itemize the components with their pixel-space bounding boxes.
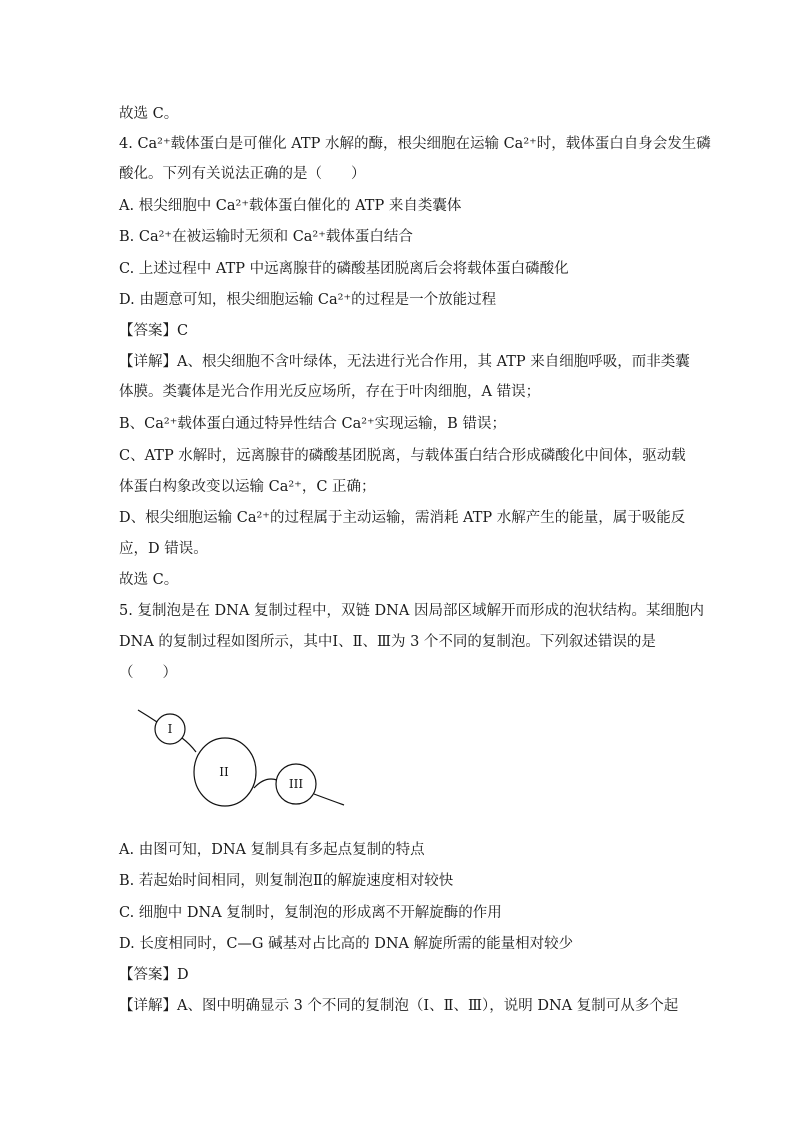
line-7: 【答案】C — [119, 323, 189, 339]
line-12: 体蛋白构象改变以运输 Ca²⁺，C 正确； — [119, 479, 376, 495]
line-20: B. 若起始时间相同，则复制泡Ⅱ的解旋速度相对较快 — [119, 873, 454, 889]
line-21: C. 细胞中 DNA 复制时，复制泡的形成离不开解旋酶的作用 — [119, 905, 502, 921]
line-14: 应，D 错误。 — [119, 541, 208, 557]
bubble-label-iii: III — [288, 777, 304, 791]
line-6: D. 由题意可知，根尖细胞运输 Ca²⁺的过程是一个放能过程 — [119, 292, 497, 308]
line-15: 故选 C。 — [119, 572, 179, 588]
dna-strand-right — [314, 794, 344, 805]
dna-replication-bubble-figure — [130, 700, 360, 815]
line-4: B. Ca²⁺在被运输时无须和 Ca²⁺载体蛋白结合 — [119, 229, 413, 245]
dna-strand-left — [138, 710, 157, 722]
line-19: A. 由图可知，DNA 复制具有多起点复制的特点 — [119, 842, 425, 858]
dna-strand-i-ii — [182, 738, 196, 752]
line-1: 4. Ca²⁺载体蛋白是可催化 ATP 水解的酶，根尖细胞在运输 Ca²⁺时，载体蛋白自身会发生磷 — [119, 136, 711, 152]
bubble-label-ii: II — [219, 765, 229, 779]
line-5: C. 上述过程中 ATP 中远离腺苷的磷酸基团脱离后会将载体蛋白磷酸化 — [119, 261, 569, 277]
line-11: C、ATP 水解时，远离腺苷的磷酸基团脱离，与载体蛋白结合形成磷酸化中间体，驱动载 — [119, 448, 686, 464]
line-18: （ ） — [119, 665, 177, 681]
line-13: D、根尖细胞运输 Ca²⁺的过程属于主动运输，需消耗 ATP 水解产生的能量，属于吸能反 — [119, 510, 686, 526]
line-3: A. 根尖细胞中 Ca²⁺载体蛋白催化的 ATP 来自类囊体 — [119, 198, 462, 214]
line-22: D. 长度相同时，C—G 碱基对占比高的 DNA 解旋所需的能量相对较少 — [119, 936, 574, 952]
line-8: 【详解】A、根尖细胞不含叶绿体，无法进行光合作用，其 ATP 来自细胞呼吸，而非类囊 — [119, 354, 690, 370]
line-2: 酸化。下列有关说法正确的是（ ） — [119, 166, 366, 182]
line-23: 【答案】D — [119, 967, 189, 983]
bubble-label-i: I — [167, 722, 173, 736]
line-9: 体膜。类囊体是光合作用光反应场所，存在于叶肉细胞，A 错误； — [119, 384, 541, 400]
dna-strand-ii-iii — [254, 779, 277, 788]
line-24: 【详解】A、图中明确显示 3 个不同的复制泡（Ⅰ、Ⅱ、Ⅲ），说明 DNA 复制可从多个起 — [119, 998, 679, 1014]
line-0: 故选 C。 — [119, 106, 179, 122]
line-17: DNA 的复制过程如图所示，其中Ⅰ、Ⅱ、Ⅲ为 3 个不同的复制泡。下列叙述错误的是 — [119, 634, 656, 650]
line-10: B、Ca²⁺载体蛋白通过特异性结合 Ca²⁺实现运输，B 错误； — [119, 416, 506, 432]
line-16: 5. 复制泡是在 DNA 复制过程中，双链 DNA 因局部区域解开而形成的泡状结构。某细胞内 — [119, 603, 704, 619]
